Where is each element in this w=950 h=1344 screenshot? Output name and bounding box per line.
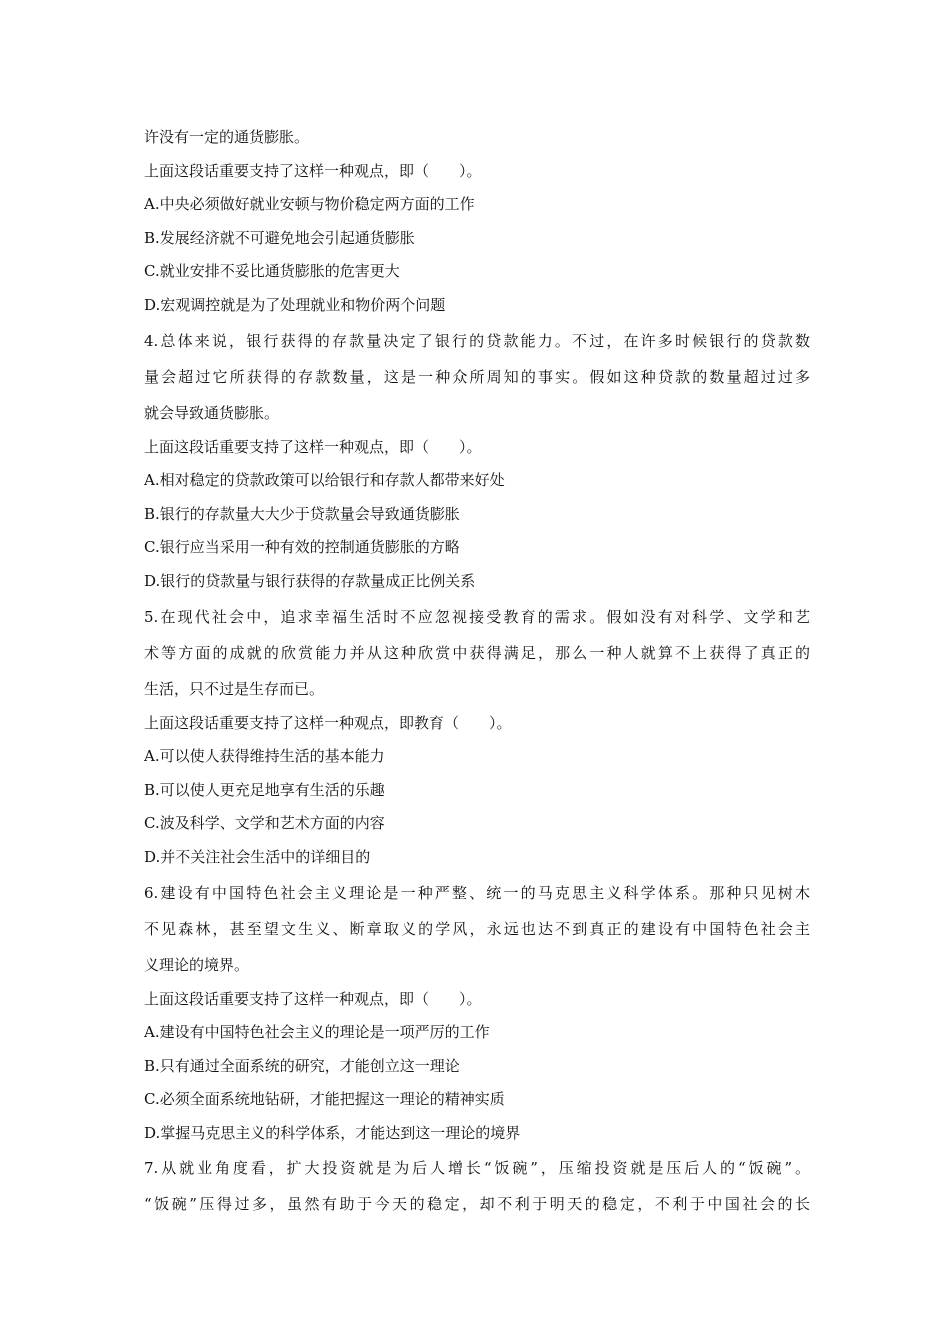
paragraph-line: 义理论的境界。 [144, 955, 250, 974]
paragraph-line: 5.在现代社会中，追求幸福生活时不应忽视接受教育的需求。假如没有对科学、文学和艺 [144, 607, 810, 626]
answer-option: C.波及科学、文学和艺术方面的内容 [144, 814, 385, 833]
answer-option: A.中央必须做好就业安顿与物价稳定两方面的工作 [144, 195, 475, 214]
paragraph-line: 术等方面的成就的欣赏能力并从这种欣赏中获得满足，那么一种人就算不上获得了真正的 [144, 643, 810, 662]
paragraph-line: 不见森林，甚至望文生义、断章取义的学风，永远也达不到真正的建设有中国特色社会主 [144, 919, 810, 938]
paragraph-line: 生活，只不过是生存而已。 [144, 679, 325, 698]
question-prompt: 上面这段话重要支持了这样一种观点，即（ ）。 [144, 989, 482, 1008]
answer-option: D.银行的贷款量与银行获得的存款量成正比例关系 [144, 571, 476, 590]
answer-option: B.银行的存款量大大少于贷款量会导致通货膨胀 [144, 504, 460, 523]
answer-option: B.发展经济就不可避免地会引起通货膨胀 [144, 228, 415, 247]
answer-option: C.必须全面系统地钻研，才能把握这一理论的精神实质 [144, 1090, 505, 1109]
paragraph-line: “饭碗”压得过多，虽然有助于今天的稳定，却不利于明天的稳定，不利于中国社会的长 [144, 1195, 810, 1214]
answer-option: B.只有通过全面系统的研究，才能创立这一理论 [144, 1056, 460, 1075]
paragraph-line: 就会导致通货膨胀。 [144, 403, 280, 422]
paragraph-line: 许没有一定的通货膨胀。 [144, 128, 310, 146]
answer-option: D.宏观调控就是为了处理就业和物价两个问题 [144, 295, 446, 314]
answer-option: B.可以使人更充足地享有生活的乐趣 [144, 780, 385, 799]
paragraph-line: 量会超过它所获得的存款数量，这是一种众所周知的事实。假如这种贷款的数量超过过多 [144, 367, 810, 386]
answer-option: A.建设有中国特色社会主义的理论是一项严厉的工作 [144, 1023, 490, 1042]
paragraph-line: 6.建设有中国特色社会主义理论是一种严整、统一的马克思主义科学体系。那种只见树木 [144, 883, 810, 902]
answer-option: D.掌握马克思主义的科学体系，才能达到这一理论的境界 [144, 1123, 521, 1142]
paragraph-line: 7.从就业角度看，扩大投资就是为后人增长“饭碗”，压缩投资就是压后人的“饭碗”。 [144, 1159, 810, 1178]
document-body [144, 121, 810, 1222]
answer-option: D.并不关注社会生活中的详细目的 [144, 847, 371, 866]
question-prompt: 上面这段话重要支持了这样一种观点，即（ ）。 [144, 437, 482, 456]
question-prompt: 上面这段话重要支持了这样一种观点，即教育（ ）。 [144, 713, 512, 732]
paragraph-line: 4.总体来说，银行获得的存款量决定了银行的贷款能力。不过，在许多时候银行的贷款数 [144, 331, 810, 350]
question-prompt: 上面这段话重要支持了这样一种观点，即（ ）。 [144, 161, 482, 180]
answer-option: A.相对稳定的贷款政策可以给银行和存款人都带来好处 [144, 471, 505, 490]
answer-option: C.就业安排不妥比通货膨胀的危害更大 [144, 262, 400, 281]
answer-option: C.银行应当采用一种有效的控制通货膨胀的方略 [144, 538, 460, 557]
answer-option: A.可以使人获得维持生活的基本能力 [144, 747, 385, 766]
